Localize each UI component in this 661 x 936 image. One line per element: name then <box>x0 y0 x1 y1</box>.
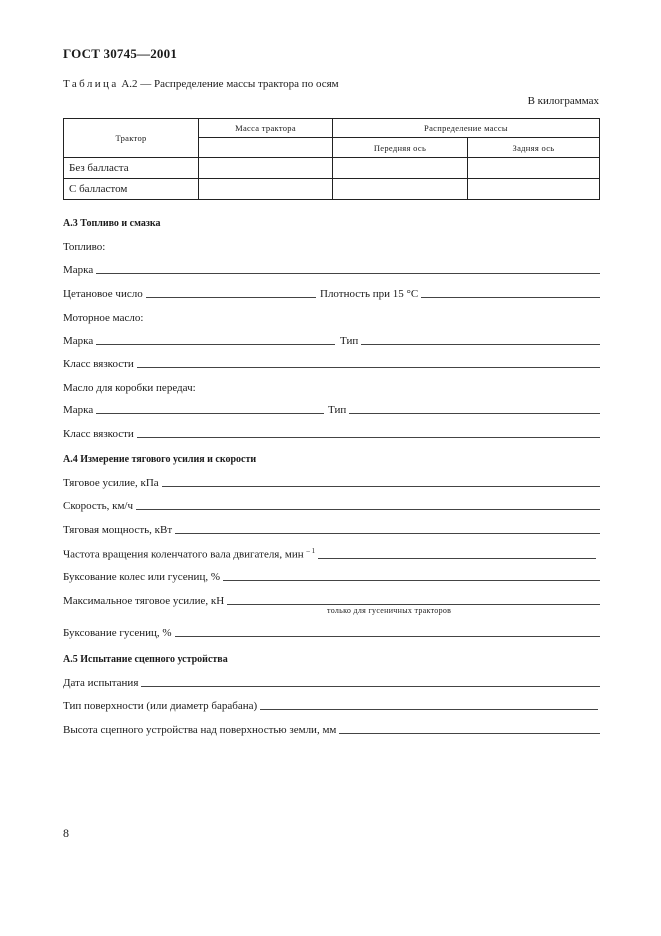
traction-field[interactable] <box>63 477 600 489</box>
gear-viscosity-field[interactable] <box>63 428 600 440</box>
fill-line[interactable] <box>318 557 596 559</box>
fill-line[interactable] <box>162 485 600 487</box>
tracked-only-note: только для гусеничных тракторов <box>327 606 452 615</box>
rpm-label <box>63 547 315 561</box>
fuel-brand-field[interactable] <box>63 264 600 276</box>
fill-line[interactable] <box>137 366 600 368</box>
table-cell[interactable] <box>468 179 600 200</box>
power-field[interactable] <box>63 524 600 536</box>
page-number: 8 <box>63 826 69 840</box>
oil-viscosity-field[interactable] <box>63 358 600 370</box>
track-slip-label: Буксование гусениц, % <box>63 627 172 639</box>
fill-line[interactable] <box>175 532 600 534</box>
table-cell[interactable] <box>199 158 333 179</box>
oil-type-label: Тип <box>340 335 359 347</box>
table-row <box>64 179 600 200</box>
table-caption-prefix: Таблица <box>63 78 119 90</box>
section-title-a3: А.3 Топливо и смазка <box>63 218 161 229</box>
gear-brand-field[interactable] <box>63 404 324 416</box>
gear-brand-label: Марка <box>63 404 94 416</box>
fill-line[interactable] <box>96 343 335 345</box>
section-title-a5: А.5 Испытание сцепного устройства <box>63 654 228 665</box>
fill-line[interactable] <box>96 272 600 274</box>
rpm-label-text: Частота вращения коленчатого вала двигателя, мин <box>63 548 304 561</box>
hitch-height-label: Высота сцепного устройства над поверхностью земли, мм <box>63 724 337 736</box>
gear-type-field[interactable] <box>328 404 600 416</box>
mass-distribution-table <box>63 118 600 200</box>
table-caption <box>63 78 339 90</box>
surface-type-label: Тип поверхности (или диаметр барабана) <box>63 700 258 712</box>
standard-header: ГОСТ 30745—2001 <box>63 46 178 61</box>
table-cell[interactable] <box>333 179 468 200</box>
fill-line[interactable] <box>175 635 600 637</box>
slip-field[interactable] <box>63 571 600 583</box>
col-header-front-axle: Передняя ось <box>333 138 468 158</box>
col-header-distribution: Распределение массы <box>333 119 600 138</box>
surface-type-field[interactable] <box>63 700 598 712</box>
density-field[interactable] <box>320 288 600 300</box>
table-row <box>64 158 600 179</box>
oil-brand-field[interactable] <box>63 335 335 347</box>
table-caption-text: А.2 — Распределение массы трактора по осям <box>121 78 339 90</box>
oil-viscosity-label: Класс вязкости <box>63 358 134 370</box>
col-header-tractor: Трактор <box>64 119 199 158</box>
col-header-rear-axle: Задняя ось <box>468 138 600 158</box>
density-label: Плотность при 15 °С <box>320 288 419 300</box>
cetane-field[interactable] <box>63 288 316 300</box>
table-cell[interactable] <box>199 179 333 200</box>
table-cell-mass-subheader <box>199 138 333 158</box>
fill-line[interactable] <box>223 579 600 581</box>
fuel-label: Топливо: <box>63 241 106 253</box>
hitch-height-field[interactable] <box>63 724 600 736</box>
fill-line[interactable] <box>349 412 600 414</box>
col-header-mass: Масса трактора <box>199 119 333 138</box>
fuel-brand-label: Марка <box>63 264 94 276</box>
row-label-with-ballast: С балластом <box>64 179 199 200</box>
table-cell[interactable] <box>333 158 468 179</box>
fill-line[interactable] <box>421 296 600 298</box>
speed-label: Скорость, км/ч <box>63 500 133 512</box>
table-units: В килограммах <box>527 95 599 107</box>
oil-type-field[interactable] <box>340 335 600 347</box>
max-traction-label: Максимальное тяговое усилие, кН <box>63 595 225 607</box>
rpm-field[interactable] <box>63 547 596 561</box>
fill-line[interactable] <box>361 343 600 345</box>
traction-label: Тяговое усилие, кПа <box>63 477 159 489</box>
fill-line[interactable] <box>96 412 324 414</box>
test-date-label: Дата испытания <box>63 677 139 689</box>
row-label-no-ballast: Без балласта <box>64 158 199 179</box>
gear-type-label: Тип <box>328 404 347 416</box>
slip-label: Буксование колес или гусениц, % <box>63 571 220 583</box>
test-date-field[interactable] <box>63 677 600 689</box>
power-label: Тяговая мощность, кВт <box>63 524 173 536</box>
table-cell[interactable] <box>468 158 600 179</box>
oil-brand-label: Марка <box>63 335 94 347</box>
track-slip-field[interactable] <box>63 627 600 639</box>
fill-line[interactable] <box>137 436 600 438</box>
gear-viscosity-label: Класс вязкости <box>63 428 134 440</box>
rpm-unit-exponent: – 1 <box>306 547 316 555</box>
fill-line[interactable] <box>260 708 598 710</box>
cetane-label: Цетановое число <box>63 288 143 300</box>
fill-line[interactable] <box>227 603 600 605</box>
engine-oil-label: Моторное масло: <box>63 312 144 324</box>
fill-line[interactable] <box>339 732 600 734</box>
gear-oil-label: Масло для коробки передач: <box>63 382 196 394</box>
section-title-a4: А.4 Измерение тягового усилия и скорости <box>63 454 257 465</box>
fill-line[interactable] <box>141 685 600 687</box>
fill-line[interactable] <box>136 508 600 510</box>
fill-line[interactable] <box>146 296 316 298</box>
speed-field[interactable] <box>63 500 600 512</box>
